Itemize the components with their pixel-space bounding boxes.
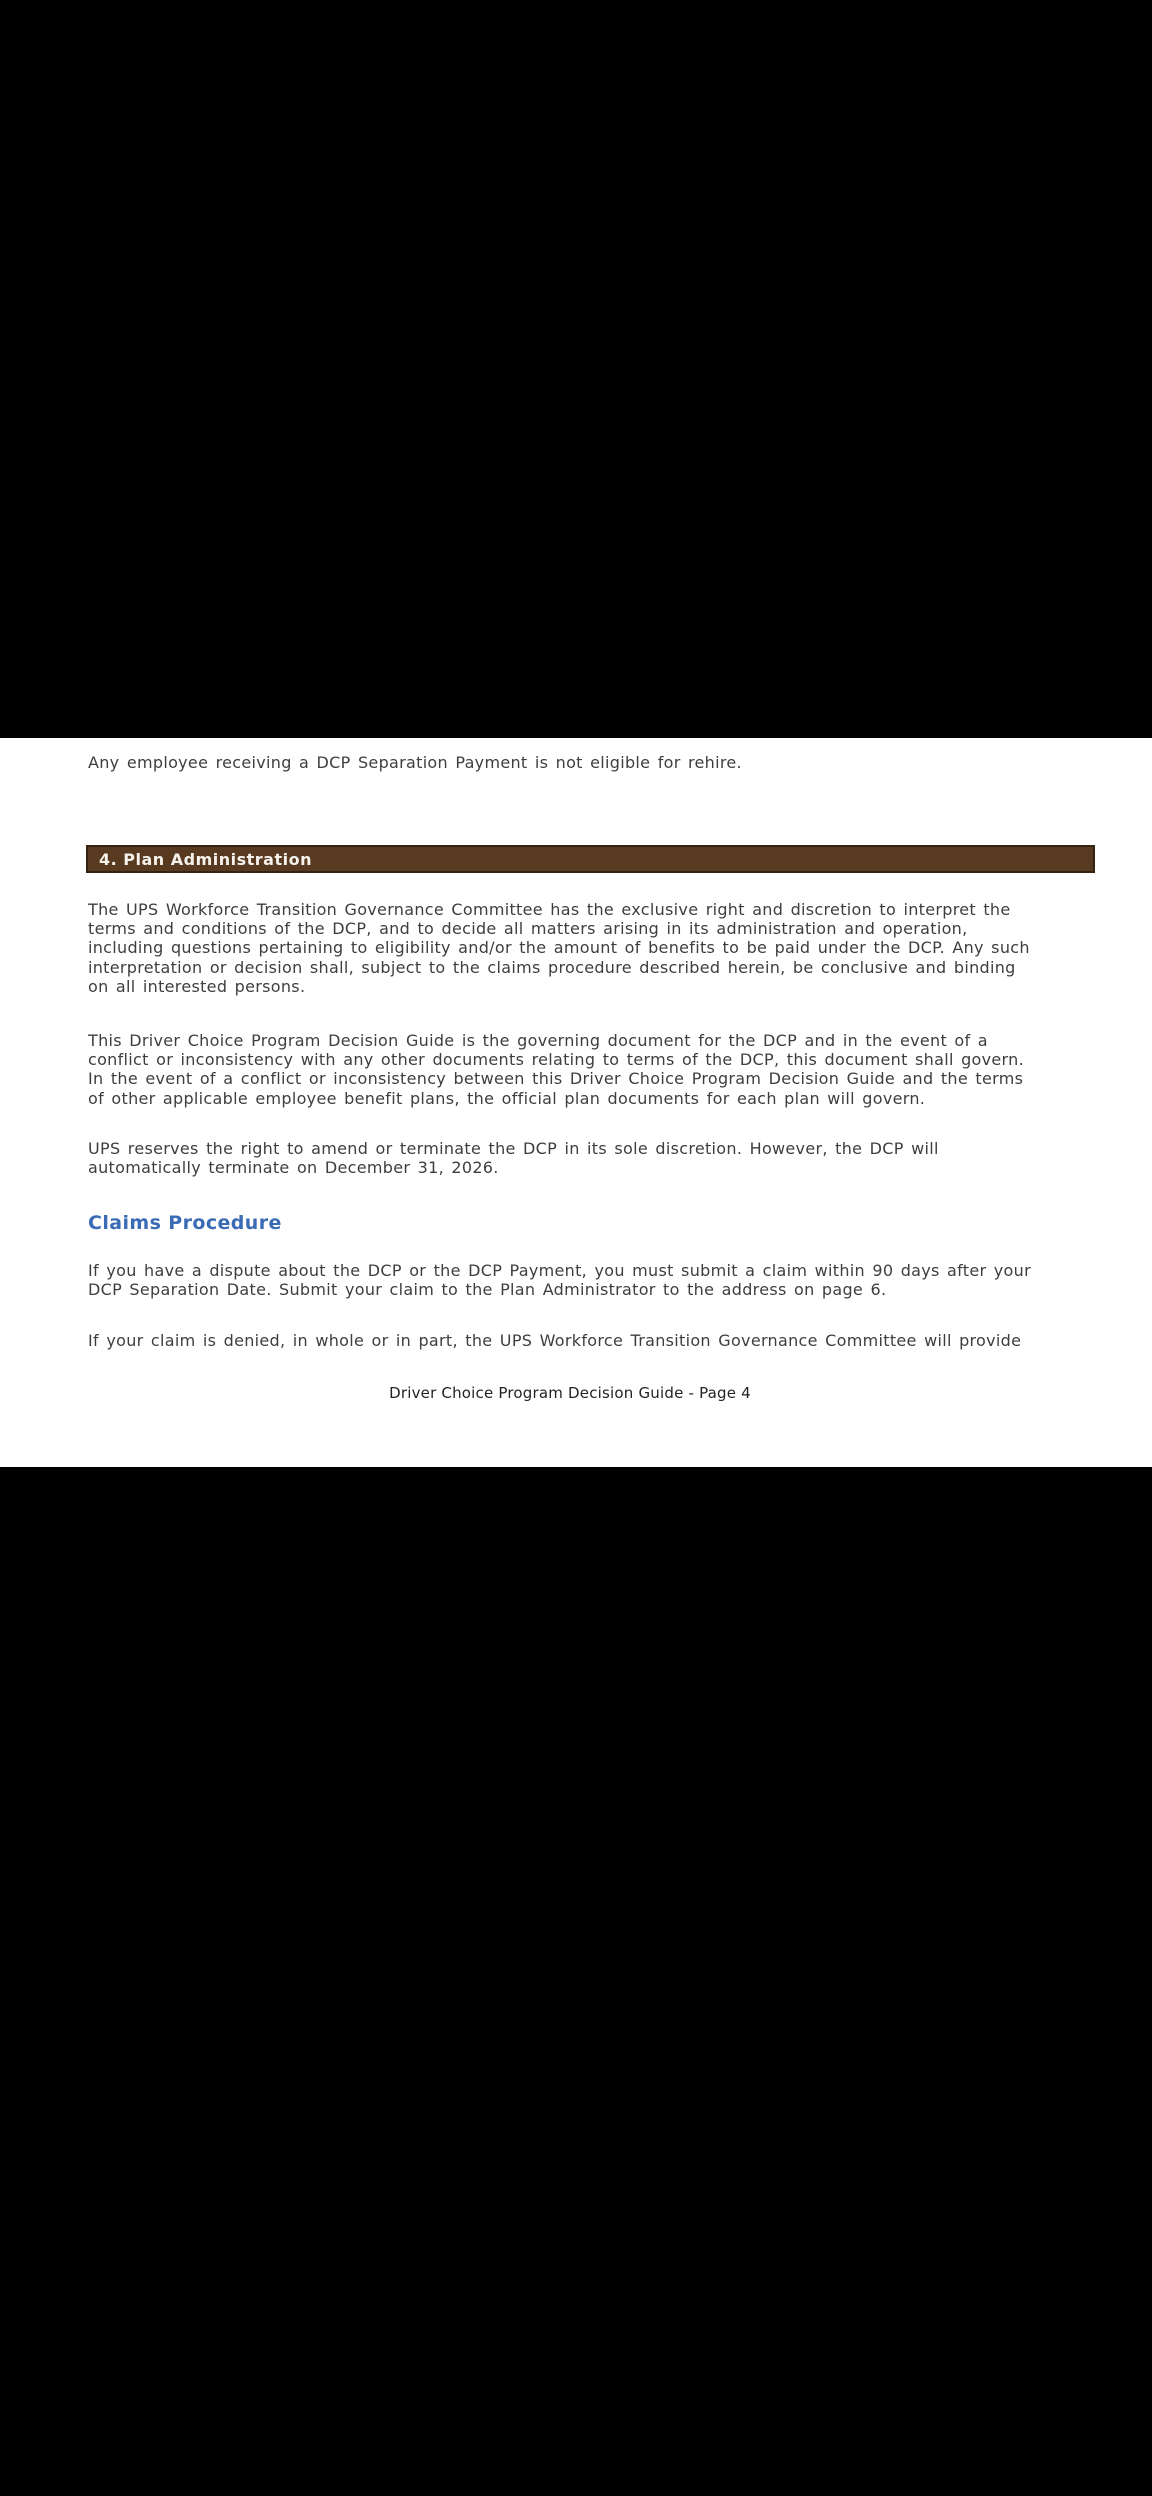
plan-administration-paragraph-2 [88, 1031, 1098, 1108]
text-line: on all interested persons. [88, 976, 306, 996]
text-line: automatically terminate on December 31, 2026. [88, 1158, 499, 1178]
text-line: including questions pertaining to eligibility and/or the amount of benefits to be paid under the DCP. Any such [88, 938, 1030, 958]
section-header-bar [86, 845, 1095, 873]
text-line: In the event of a conflict or inconsistency between this Driver Choice Program Decision Guide and the terms [88, 1069, 1024, 1089]
text-line: If your claim is denied, in whole or in part, the UPS Workforce Transition Governance Committee will provide [88, 1331, 1022, 1350]
intro-paragraph: Any employee receiving a DCP Separation Payment is not eligible for rehire. [88, 753, 742, 772]
text-line: If you have a dispute about the DCP or the DCP Payment, you must submit a claim within 90 days after your [88, 1261, 1031, 1280]
text-line: This Driver Choice Program Decision Guide is the governing document for the DCP and in the event of a [88, 1031, 988, 1050]
letterbox-top [0, 0, 1152, 738]
section-header-title: 4. Plan Administration [99, 849, 312, 869]
text-line: DCP Separation Date. Submit your claim to the Plan Administrator to the address on page 6. [88, 1280, 887, 1300]
text-line: The UPS Workforce Transition Governance Committee has the exclusive right and discretion to interpret the [88, 900, 1011, 919]
document-page [0, 738, 1152, 1467]
text-line: of other applicable employee benefit plans, the official plan documents for each plan will govern. [88, 1088, 926, 1108]
plan-administration-paragraph-1 [88, 900, 1098, 996]
text-line: conflict or inconsistency with any other documents relating to terms of the DCP, this document shall govern. [88, 1050, 1024, 1070]
text-line: terms and conditions of the DCP, and to decide all matters arising in its administration and operation, [88, 919, 968, 939]
claims-procedure-heading: Claims Procedure [88, 1212, 282, 1234]
letterbox-bottom [0, 1467, 1152, 2496]
plan-administration-paragraph-3 [88, 1139, 1098, 1177]
claims-paragraph-2 [88, 1331, 1098, 1350]
text-line: interpretation or decision shall, subject to the claims procedure described herein, be conclusive and binding [88, 957, 1016, 977]
claims-paragraph-1 [88, 1261, 1098, 1299]
page-footer: Driver Choice Program Decision Guide - Page 4 [389, 1384, 751, 1402]
text-line: UPS reserves the right to amend or terminate the DCP in its sole discretion. However, the DCP will [88, 1139, 939, 1158]
